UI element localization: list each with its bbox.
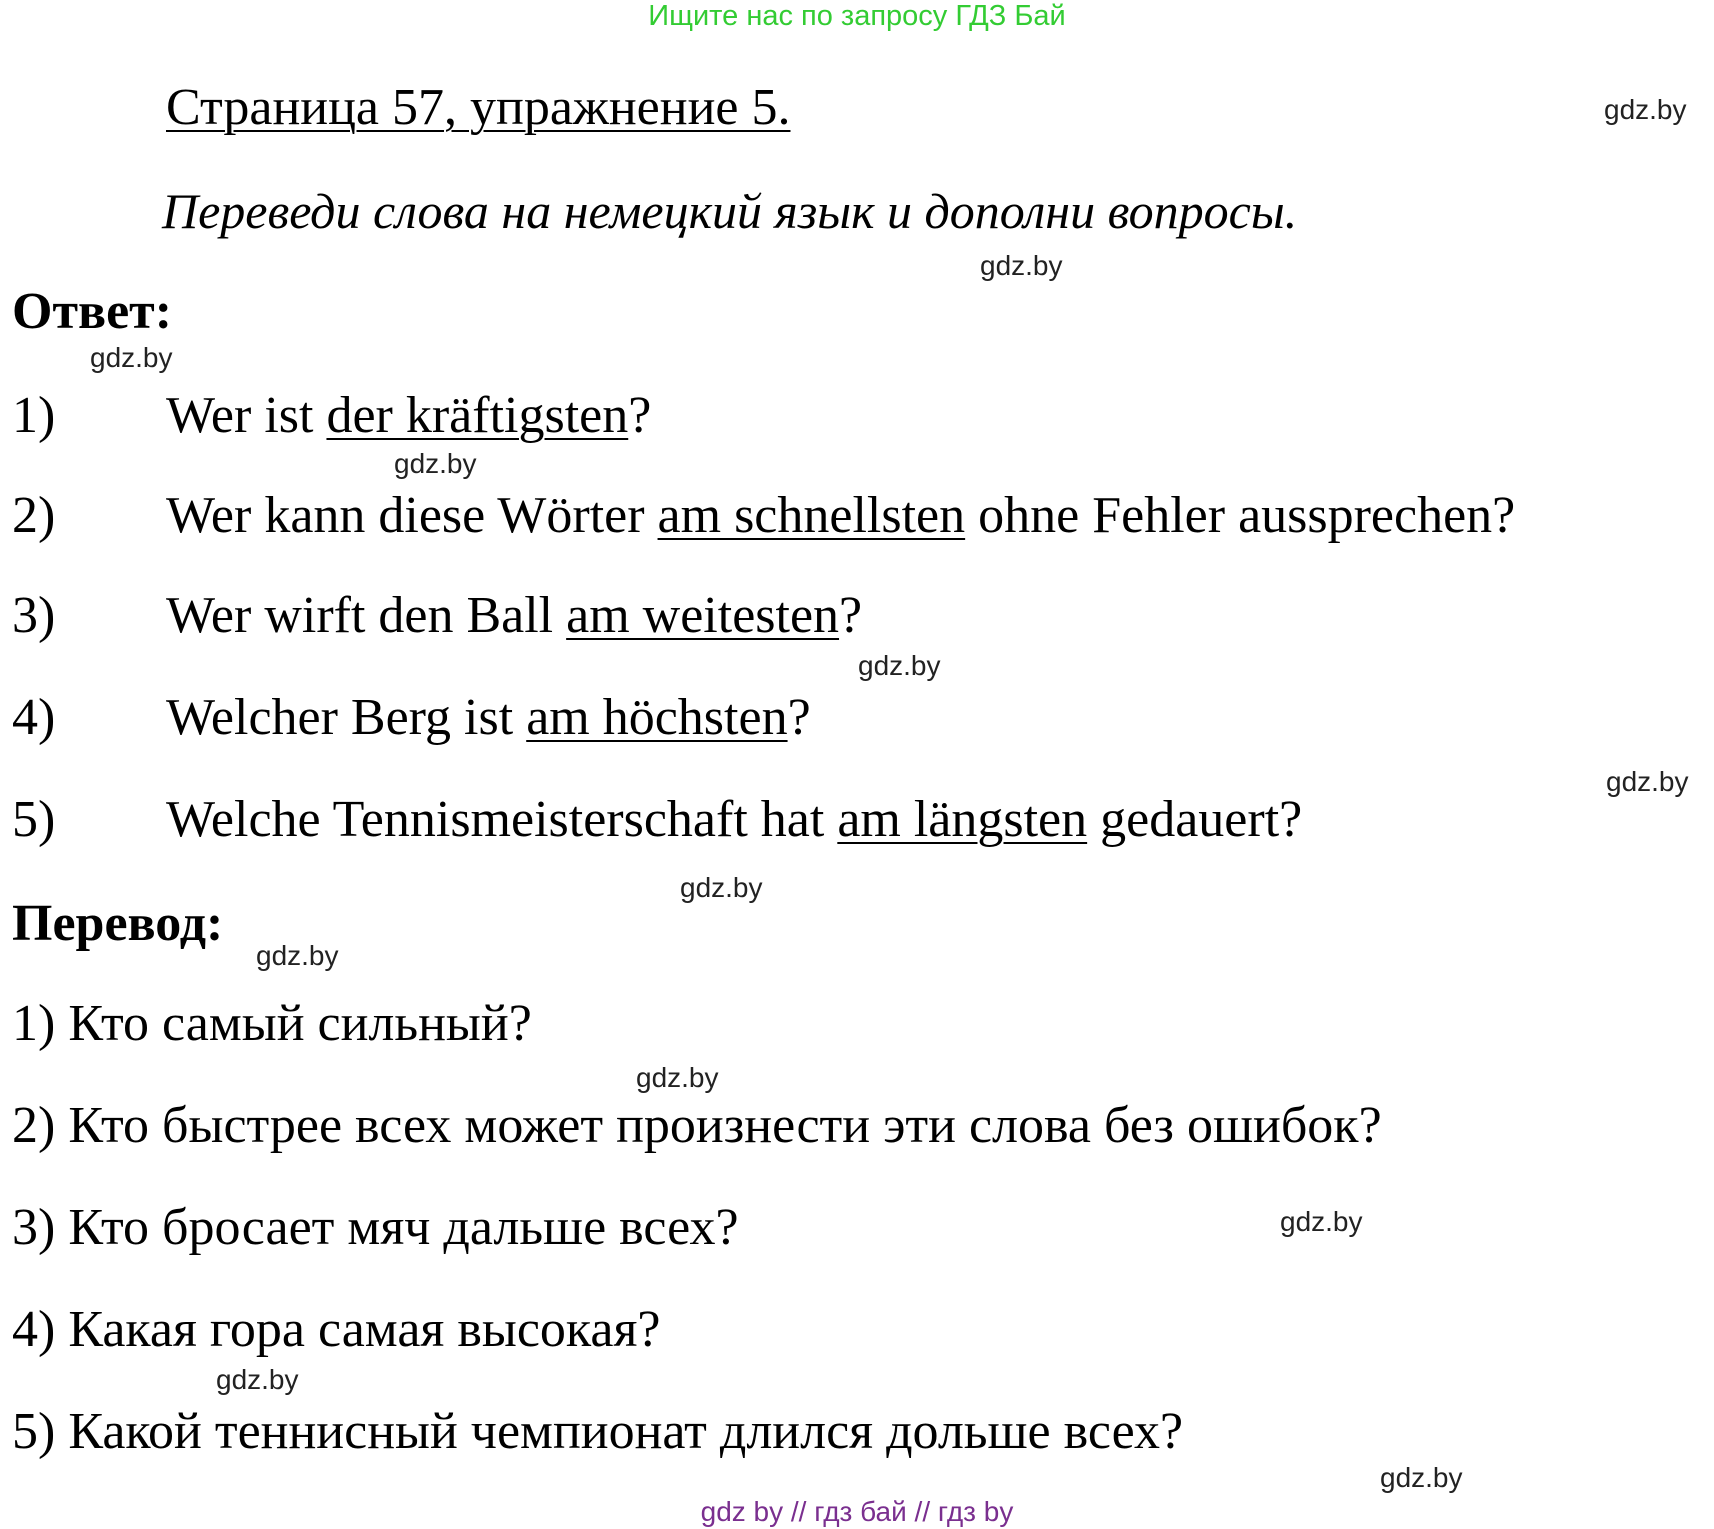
watermark: gdz.by bbox=[90, 342, 173, 373]
answer-heading: Ответ: bbox=[12, 283, 173, 340]
footer-links: gdz by // гдз бай // гдз by bbox=[700, 1496, 1014, 1527]
answer-number: 3) bbox=[12, 587, 56, 644]
watermark: gdz.by bbox=[680, 872, 763, 903]
watermark: gdz.by bbox=[1604, 94, 1687, 125]
answer-line: Wer kann diese Wörter am schnellsten ohne Fehler aussprechen? bbox=[166, 487, 1516, 544]
answer-number: 1) bbox=[12, 387, 56, 444]
translation-line: 1) Кто самый сильный? bbox=[12, 995, 532, 1052]
watermark: gdz.by bbox=[1606, 766, 1689, 797]
search-banner: Ищите нас по запросу ГДЗ Бай bbox=[648, 0, 1066, 32]
watermark: gdz.by bbox=[858, 650, 941, 681]
watermark: gdz.by bbox=[636, 1062, 719, 1093]
answer-highlight: der kräftigsten bbox=[326, 387, 629, 444]
answer-number: 5) bbox=[12, 791, 56, 848]
answer-number: 4) bbox=[12, 689, 56, 746]
watermark: gdz.by bbox=[216, 1364, 299, 1395]
translation-line: 2) Кто быстрее всех может произнести эти слова без ошибок? bbox=[12, 1097, 1382, 1154]
answer-line: Welche Tennismeisterschaft hat am längsten gedauert? bbox=[166, 791, 1303, 848]
translation-line: 4) Какая гора самая высокая? bbox=[12, 1301, 661, 1358]
answer-line: Welcher Berg ist am höchsten? bbox=[166, 689, 811, 746]
watermark: gdz.by bbox=[980, 250, 1063, 281]
translation-heading: Перевод: bbox=[12, 895, 224, 952]
answer-line: Wer ist der kräftigsten? bbox=[166, 387, 652, 444]
watermark: gdz.by bbox=[256, 940, 339, 971]
answer-line: Wer wirft den Ball am weitesten? bbox=[166, 587, 863, 644]
answer-highlight: am weitesten bbox=[566, 587, 840, 644]
answer-highlight: am schnellsten bbox=[657, 487, 966, 544]
task-instruction: Переведи слова на немецкий язык и дополни вопросы. bbox=[162, 183, 1298, 239]
answer-highlight: am längsten bbox=[837, 791, 1088, 848]
translation-line: 3) Кто бросает мяч дальше всех? bbox=[12, 1199, 739, 1256]
watermark: gdz.by bbox=[394, 448, 477, 479]
page-title: Страница 57, упражнение 5. bbox=[166, 79, 791, 136]
watermark: gdz.by bbox=[1280, 1206, 1363, 1237]
answer-highlight: am höchsten bbox=[526, 689, 788, 746]
watermark: gdz.by bbox=[1380, 1462, 1463, 1493]
answer-number: 2) bbox=[12, 487, 56, 544]
translation-line: 5) Какой теннисный чемпионат длился дольше всех? bbox=[12, 1403, 1184, 1460]
